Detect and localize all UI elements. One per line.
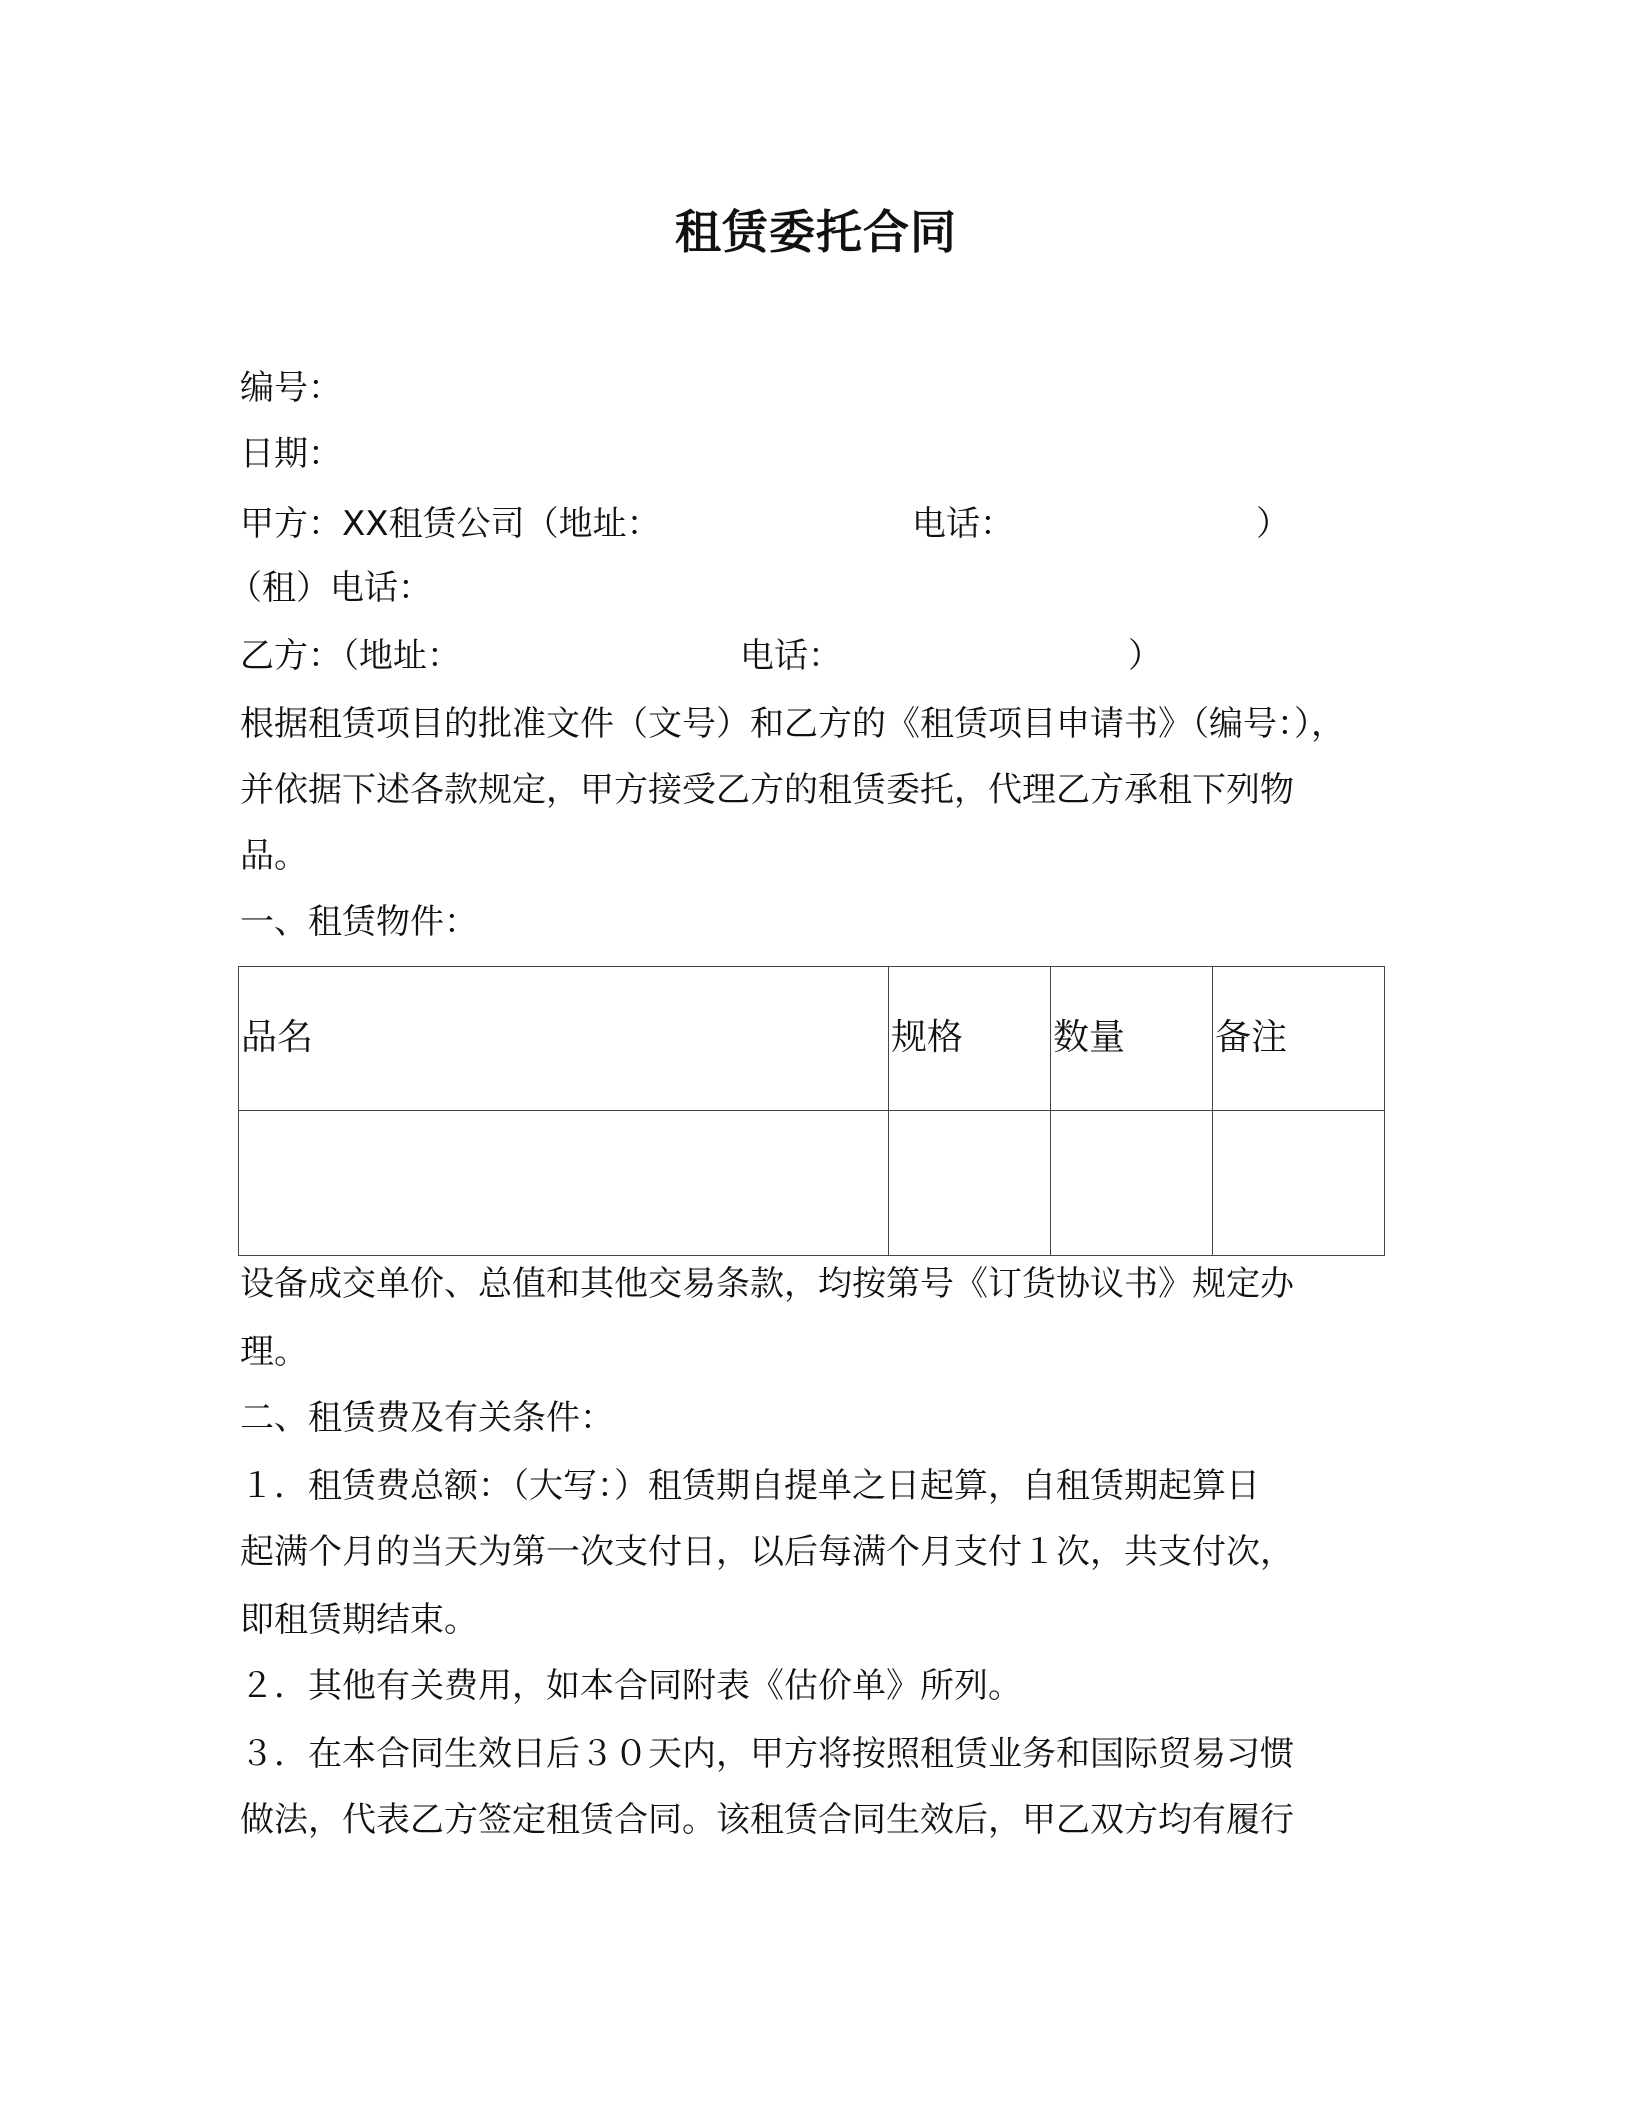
table-header-cell: 备注 (1213, 967, 1385, 1111)
item3-line-2: 做法，代表乙方签定租赁合同。该租赁合同生效后，甲乙双方均有履行 (240, 1800, 1294, 1840)
party-b-label: 乙方：（地址： (240, 636, 461, 676)
item1-line-1: １．租赁费总额：（大写：）租赁期自提单之日起算，自租赁期起算日 (240, 1466, 1260, 1506)
party-a-close-paren: ） (1256, 504, 1290, 544)
table-cell (889, 1111, 1051, 1256)
document-title: 租赁委托合同 (675, 205, 957, 259)
table-cell (239, 1111, 889, 1256)
table-header-cell: 规格 (889, 967, 1051, 1111)
section2-heading: 二、租赁费及有关条件： (240, 1398, 614, 1438)
table-cell (1213, 1111, 1385, 1256)
number-field: 编号： (240, 368, 342, 408)
section1-note-line-1: 设备成交单价、总值和其他交易条款，均按第号《订货协议书》规定办 (240, 1264, 1294, 1304)
party-b-phone-label: 电话： (740, 636, 842, 676)
table-cell (1051, 1111, 1213, 1256)
party-a-phone-label: 电话： (912, 504, 1014, 544)
table-header-row (239, 967, 1385, 1111)
section1-heading: 一、租赁物件： (240, 902, 478, 942)
date-field: 日期： (240, 434, 342, 474)
party-b-close-paren: ） (1128, 636, 1162, 676)
intro-line-3: 品。 (240, 836, 308, 876)
section1-note-line-2: 理。 (240, 1332, 308, 1372)
lease-items-table (238, 966, 1385, 1256)
item1-line-3: 即租赁期结束。 (240, 1600, 478, 1640)
party-a-label: 甲方：XX租赁公司（地址： (240, 504, 661, 544)
item1-line-2: 起满个月的当天为第一次支付日，以后每满个月支付１次，共支付次， (240, 1532, 1294, 1572)
intro-line-1: 根据租赁项目的批准文件（文号）和乙方的《租赁项目申请书》（编号：）， (240, 704, 1345, 744)
party-a-line2: （租）电话： (228, 568, 432, 608)
item3-line-1: ３．在本合同生效日后３０天内，甲方将按照租赁业务和国际贸易习惯 (240, 1734, 1294, 1774)
intro-line-2: 并依据下述各款规定，甲方接受乙方的租赁委托，代理乙方承租下列物 (240, 770, 1294, 810)
item2-line: ２．其他有关费用，如本合同附表《估价单》所列。 (240, 1666, 1022, 1706)
table-row (239, 1111, 1385, 1256)
table-header-cell: 数量 (1051, 967, 1213, 1111)
table-header-cell: 品名 (239, 967, 889, 1111)
